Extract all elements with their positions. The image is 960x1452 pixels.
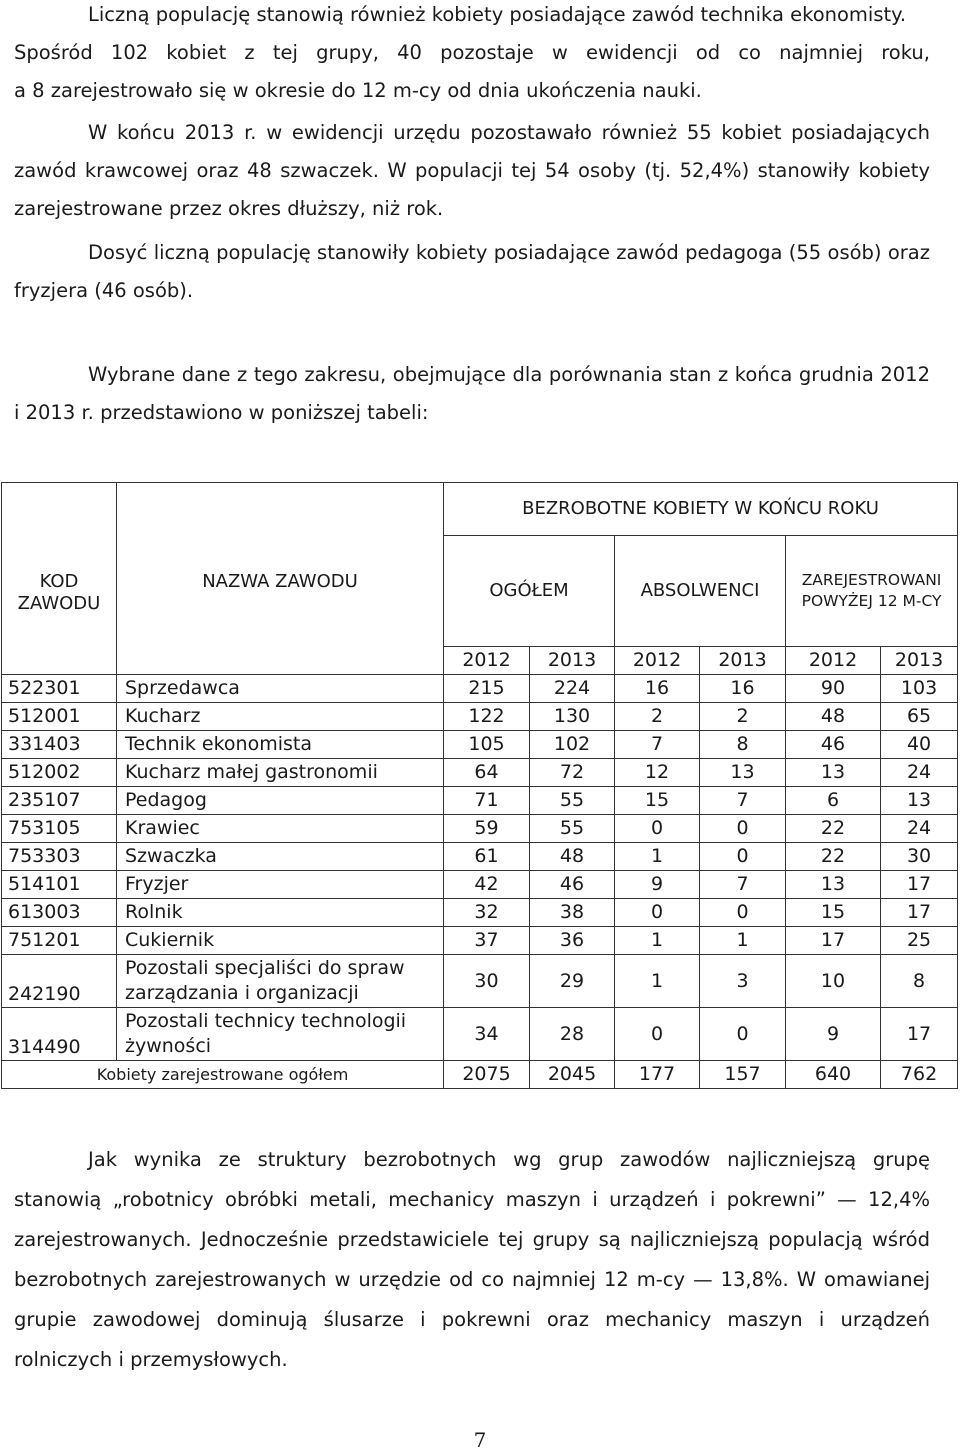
- text-line: zawód krawcowej oraz 48 szwaczek. W populacji tej 54 osoby (tj. 52,4%) stanowiły kobiety: [14, 159, 930, 182]
- header-total: [444, 536, 615, 647]
- table-total-row: [2, 1061, 958, 1089]
- value-cell: 2: [615, 703, 700, 731]
- value-cell: 13: [786, 871, 881, 899]
- table-row: [2, 815, 958, 843]
- value-cell: 1: [615, 955, 700, 1008]
- table-row: [2, 899, 958, 927]
- year-cell: 2012: [444, 647, 530, 675]
- value-cell: 224: [530, 675, 615, 703]
- value-cell: 40: [881, 731, 958, 759]
- value-cell: 0: [615, 1008, 700, 1061]
- text-line: bezrobotnych zarejestrowanych w urzędzie od co najmniej 12 m-cy — 13,8%. W omawianej: [14, 1268, 930, 1291]
- occupation-name: Krawiec: [117, 815, 444, 843]
- value-cell: 122: [444, 703, 530, 731]
- occupation-name: Rolnik: [117, 899, 444, 927]
- value-cell: 17: [881, 899, 958, 927]
- year-cell: 2013: [530, 647, 615, 675]
- text-line: a 8 zarejestrowało się w okresie do 12 m-cy od dnia ukończenia nauki.: [14, 79, 702, 102]
- value-cell: 130: [530, 703, 615, 731]
- total-cell: 2045: [530, 1061, 615, 1089]
- value-cell: 3: [700, 955, 786, 1008]
- value-cell: 65: [881, 703, 958, 731]
- value-cell: 6: [786, 787, 881, 815]
- value-cell: 9: [786, 1008, 881, 1061]
- total-cell: 2075: [444, 1061, 530, 1089]
- value-cell: 90: [786, 675, 881, 703]
- value-cell: 2: [700, 703, 786, 731]
- total-cell: 762: [881, 1061, 958, 1089]
- value-cell: 55: [530, 787, 615, 815]
- value-cell: 1: [700, 927, 786, 955]
- header-long-term: [786, 536, 958, 647]
- text-line: fryzjera (46 osób).: [14, 279, 194, 302]
- value-cell: 7: [700, 871, 786, 899]
- text-line: i 2013 r. przedstawiono w poniższej tabeli:: [14, 401, 429, 424]
- header-group-label: BEZROBOTNE KOBIETY W KOŃCU ROKU: [522, 498, 879, 519]
- value-cell: 0: [615, 899, 700, 927]
- value-cell: 42: [444, 871, 530, 899]
- text-line: W końcu 2013 r. w ewidencji urzędu pozostawało również 55 kobiet posiadających: [88, 121, 930, 144]
- table-header-row: [2, 483, 958, 536]
- value-cell: 0: [615, 815, 700, 843]
- value-cell: 17: [786, 927, 881, 955]
- text-line: Dosyć liczną populację stanowiły kobiety posiadające zawód pedagoga (55 osób) oraz: [88, 241, 930, 264]
- value-cell: 17: [881, 871, 958, 899]
- value-cell: 37: [444, 927, 530, 955]
- value-cell: 22: [786, 815, 881, 843]
- text-line: stanowią „robotnicy obróbki metali, mechanicy maszyn i urządzeń i pokrewni” — 12,4%: [14, 1188, 930, 1211]
- year-cell: 2013: [700, 647, 786, 675]
- paragraph-structure-summary: [14, 1140, 930, 1380]
- value-cell: 46: [530, 871, 615, 899]
- table-row: [2, 731, 958, 759]
- value-cell: 30: [444, 955, 530, 1008]
- value-cell: 102: [530, 731, 615, 759]
- paragraph-technik-ekonomista: [14, 0, 930, 110]
- occupation-name: Pozostali technicy technologii żywności: [117, 1008, 444, 1061]
- value-cell: 24: [881, 815, 958, 843]
- value-cell: 48: [530, 843, 615, 871]
- value-cell: 71: [444, 787, 530, 815]
- value-cell: 13: [881, 787, 958, 815]
- total-label: Kobiety zarejestrowane ogółem: [2, 1061, 444, 1089]
- value-cell: 0: [700, 843, 786, 871]
- year-cell: 2013: [881, 647, 958, 675]
- table-row: [2, 1008, 958, 1061]
- value-cell: 9: [615, 871, 700, 899]
- value-cell: 0: [700, 815, 786, 843]
- paragraph-table-intro: [14, 356, 930, 432]
- occupation-name: Kucharz małej gastronomii: [117, 759, 444, 787]
- value-cell: 1: [615, 843, 700, 871]
- value-cell: 7: [615, 731, 700, 759]
- table-row: [2, 675, 958, 703]
- header-graduates-label: ABSOLWENCI: [640, 580, 760, 601]
- value-cell: 13: [786, 759, 881, 787]
- value-cell: 59: [444, 815, 530, 843]
- text-line: Jak wynika ze struktury bezrobotnych wg grup zawodów najliczniejszą grupę: [88, 1148, 930, 1171]
- table-row: [2, 955, 958, 1008]
- value-cell: 29: [530, 955, 615, 1008]
- text-line: zarejestrowanych. Jednocześnie przedstawiciele tej grupy są najliczniejszą populacją wśród: [14, 1228, 930, 1251]
- occupation-name: Pedagog: [117, 787, 444, 815]
- header-total-label: OGÓŁEM: [489, 580, 569, 601]
- value-cell: 25: [881, 927, 958, 955]
- occupation-name: Fryzjer: [117, 871, 444, 899]
- value-cell: 32: [444, 899, 530, 927]
- header-name: [117, 483, 444, 675]
- occupation-name: Technik ekonomista: [117, 731, 444, 759]
- value-cell: 103: [881, 675, 958, 703]
- paragraph-pedagog-fryzjer: [14, 234, 930, 310]
- header-code-label: KOD ZAWODU: [17, 571, 101, 614]
- value-cell: 12: [615, 759, 700, 787]
- value-cell: 215: [444, 675, 530, 703]
- value-cell: 0: [700, 899, 786, 927]
- text-line: Wybrane dane z tego zakresu, obejmujące dla porównania stan z końca grudnia 2012: [88, 363, 930, 386]
- occupation-code: 613003: [2, 899, 117, 927]
- year-cell: 2012: [786, 647, 881, 675]
- occupation-name: Sprzedawca: [117, 675, 444, 703]
- table-row: [2, 843, 958, 871]
- occupation-code: 512001: [2, 703, 117, 731]
- table-row: [2, 759, 958, 787]
- header-long-term-label: ZAREJESTROWANI POWYŻEJ 12 M-CY: [801, 571, 942, 610]
- occupation-code: 522301: [2, 675, 117, 703]
- total-cell: 157: [700, 1061, 786, 1089]
- unemployed-women-table: [1, 482, 958, 1089]
- header-graduates: [615, 536, 786, 647]
- value-cell: 48: [786, 703, 881, 731]
- value-cell: 105: [444, 731, 530, 759]
- value-cell: 17: [881, 1008, 958, 1061]
- occupation-code: 331403: [2, 731, 117, 759]
- value-cell: 61: [444, 843, 530, 871]
- occupation-code: 751201: [2, 927, 117, 955]
- paragraph-krawcowe-szwaczki: [14, 114, 930, 228]
- value-cell: 24: [881, 759, 958, 787]
- table-row: [2, 871, 958, 899]
- occupation-code: 753303: [2, 843, 117, 871]
- text-line: zarejestrowane przez okres dłuższy, niż rok.: [14, 197, 444, 220]
- header-group: [444, 483, 958, 536]
- value-cell: 16: [615, 675, 700, 703]
- text-line: grupie zawodowej dominują ślusarze i pokrewni oraz mechanicy maszyn i urządzeń: [14, 1308, 930, 1331]
- value-cell: 55: [530, 815, 615, 843]
- occupation-name: Szwaczka: [117, 843, 444, 871]
- value-cell: 34: [444, 1008, 530, 1061]
- total-cell: 640: [786, 1061, 881, 1089]
- value-cell: 38: [530, 899, 615, 927]
- value-cell: 28: [530, 1008, 615, 1061]
- value-cell: 72: [530, 759, 615, 787]
- text-line: Liczną populację stanowią również kobiety posiadające zawód technika ekonomisty.: [88, 3, 907, 26]
- table-row: [2, 787, 958, 815]
- table-row: [2, 703, 958, 731]
- occupation-code: 235107: [2, 787, 117, 815]
- value-cell: 22: [786, 843, 881, 871]
- occupation-name: Kucharz: [117, 703, 444, 731]
- value-cell: 13: [700, 759, 786, 787]
- value-cell: 7: [700, 787, 786, 815]
- value-cell: 0: [700, 1008, 786, 1061]
- value-cell: 1: [615, 927, 700, 955]
- table-row: [2, 927, 958, 955]
- value-cell: 15: [615, 787, 700, 815]
- header-code: [2, 483, 117, 675]
- year-cell: 2012: [615, 647, 700, 675]
- occupation-code: 314490: [2, 1008, 117, 1061]
- occupation-name: Pozostali specjaliści do spraw zarządzania i organizacji: [117, 955, 444, 1008]
- occupation-code: 512002: [2, 759, 117, 787]
- value-cell: 10: [786, 955, 881, 1008]
- occupation-code: 514101: [2, 871, 117, 899]
- value-cell: 15: [786, 899, 881, 927]
- value-cell: 8: [700, 731, 786, 759]
- value-cell: 36: [530, 927, 615, 955]
- header-name-label: NAZWA ZAWODU: [202, 571, 358, 592]
- page-number: 7: [473, 1428, 487, 1452]
- value-cell: 16: [700, 675, 786, 703]
- value-cell: 30: [881, 843, 958, 871]
- occupation-code: 242190: [2, 955, 117, 1008]
- value-cell: 64: [444, 759, 530, 787]
- occupation-code: 753105: [2, 815, 117, 843]
- text-line: Spośród 102 kobiet z tej grupy, 40 pozostaje w ewidencji od co najmniej roku,: [14, 41, 930, 64]
- text-line: rolniczych i przemysłowych.: [14, 1348, 288, 1371]
- value-cell: 8: [881, 955, 958, 1008]
- value-cell: 46: [786, 731, 881, 759]
- occupation-name: Cukiernik: [117, 927, 444, 955]
- total-cell: 177: [615, 1061, 700, 1089]
